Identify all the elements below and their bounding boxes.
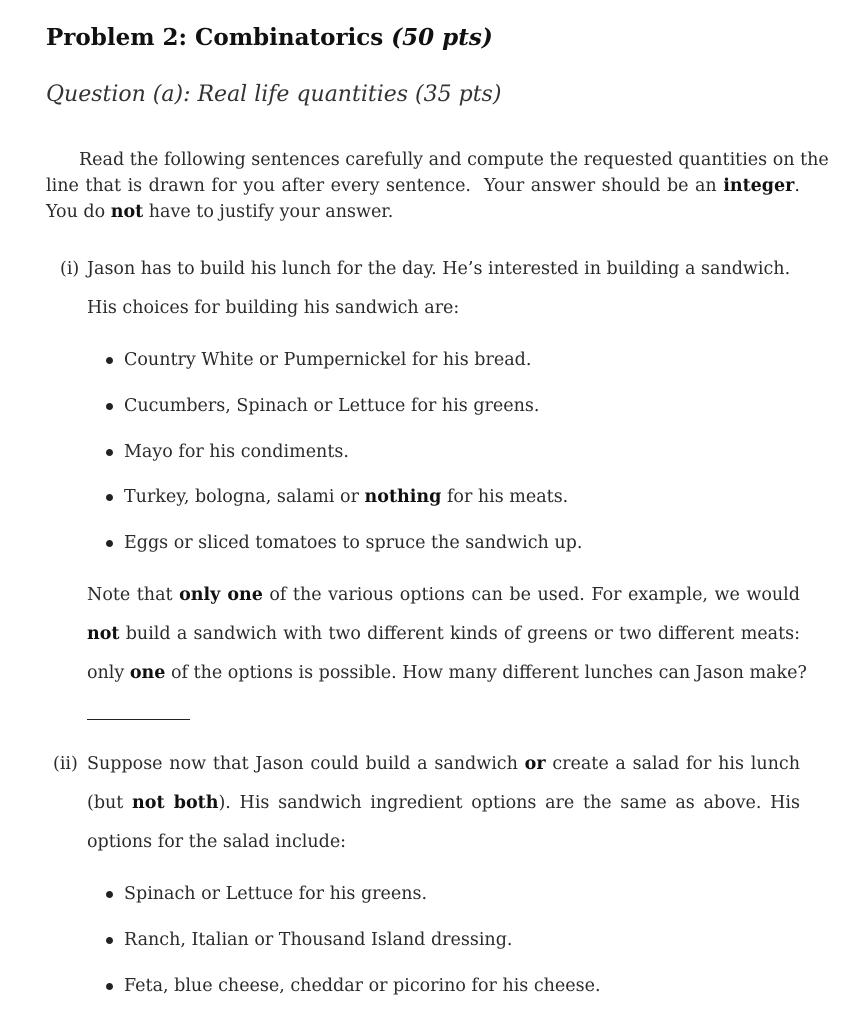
bullet-icon: [106, 937, 113, 944]
intro-line-3: [46, 202, 393, 222]
part-ii-line-1: [87, 754, 800, 774]
part-i-label: (i): [60, 259, 80, 279]
part-ii-emphasis: not both: [132, 793, 219, 813]
intro-text: have to justify your answer.: [148, 202, 394, 222]
part-ii-text: ). His sandwich ingredient options are the same as above. His: [218, 793, 800, 813]
intro-text: Your answer should be an: [484, 176, 717, 196]
bullet-icon: [106, 891, 113, 898]
part-ii-text: Suppose now that Jason could build a sandwich: [87, 754, 518, 774]
list-item: Spinach or Lettuce for his greens.: [124, 884, 428, 904]
part-i-line-2: His choices for building his sandwich are:: [87, 298, 460, 318]
note-emphasis: one: [129, 663, 166, 683]
intro-line-1: Read the following sentences carefully and compute the requested quantities on the: [79, 150, 829, 170]
list-item-text: for his meats.: [446, 487, 569, 507]
list-item: Country White or Pumpernickel for his bread.: [124, 350, 532, 370]
note-text: of the options is possible. How many different lunches can Jason make?: [170, 663, 807, 683]
note-text: build a sandwich with two different kinds of greens or two different meats:: [125, 624, 800, 644]
part-ii-emphasis: or: [524, 754, 546, 774]
intro-emphasis: not: [110, 202, 144, 222]
list-item: [124, 487, 568, 507]
part-ii-line-2: [87, 793, 800, 813]
note-emphasis: not: [87, 624, 120, 644]
list-item: Feta, blue cheese, cheddar or picorino for his cheese.: [124, 976, 601, 996]
question-title: Question (a): Real life quantities (35 pts): [46, 82, 502, 107]
intro-text: You do: [46, 202, 106, 222]
note-text: only: [87, 663, 125, 683]
note-emphasis: only one: [179, 585, 263, 605]
bullet-icon: [106, 540, 113, 547]
part-ii-label: (ii): [53, 754, 78, 774]
intro-emphasis: integer: [723, 176, 795, 196]
intro-line-2: [46, 176, 800, 196]
problem-title-text: Problem 2: Combinatorics: [46, 24, 384, 51]
note-line-3: [87, 663, 807, 683]
list-item-emphasis: nothing: [364, 487, 442, 507]
intro-text: .: [794, 176, 800, 196]
bullet-icon: [106, 403, 113, 410]
problem-title: [46, 24, 493, 51]
bullet-icon: [106, 494, 113, 501]
list-item: Mayo for his condiments.: [124, 442, 349, 462]
part-ii-text: create a salad for his lunch: [552, 754, 800, 774]
note-line-2: [87, 624, 800, 644]
part-i-line-1: Jason has to build his lunch for the day. He’s interested in building a sandwich.: [87, 259, 791, 279]
bullet-icon: [106, 357, 113, 364]
list-item: Eggs or sliced tomatoes to spruce the sandwich up.: [124, 533, 583, 553]
answer-line[interactable]: [87, 719, 190, 720]
bullet-icon: [106, 449, 113, 456]
note-text: Note that: [87, 585, 173, 605]
list-item-text: Turkey, bologna, salami or: [124, 487, 359, 507]
part-ii-text: (but: [87, 793, 124, 813]
list-item: Cucumbers, Spinach or Lettuce for his greens.: [124, 396, 540, 416]
list-item: Ranch, Italian or Thousand Island dressing.: [124, 930, 513, 950]
note-line-1: [87, 585, 800, 605]
note-text: of the various options can be used. For example, we would: [269, 585, 800, 605]
problem-points: (50 pts): [391, 24, 493, 51]
bullet-icon: [106, 983, 113, 990]
part-ii-line-3: options for the salad include:: [87, 832, 347, 852]
intro-text: line that is drawn for you after every sentence.: [46, 176, 471, 196]
